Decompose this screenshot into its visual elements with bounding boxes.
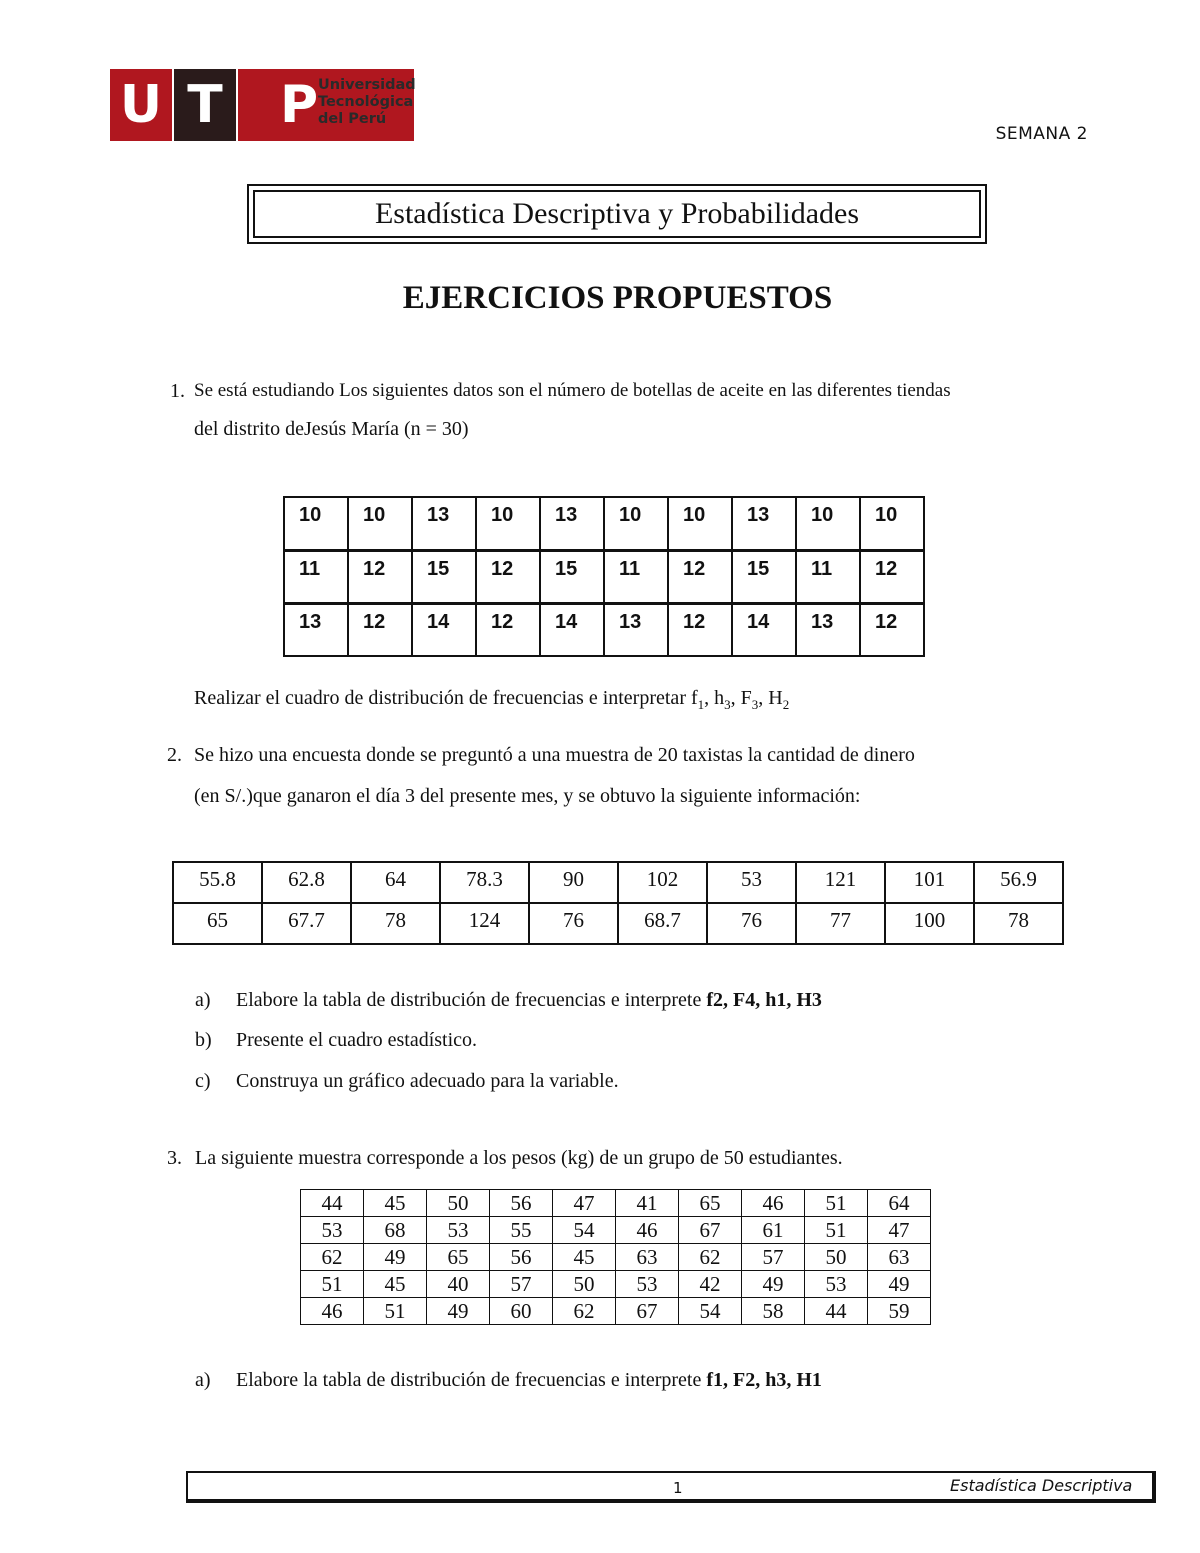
- exercise-2-table-cell: 101: [885, 862, 974, 903]
- exercise-3-table-cell: 64: [868, 1190, 931, 1217]
- exercise-1-task: [194, 686, 789, 717]
- exercise-3-item-a-label: a): [195, 1369, 211, 1391]
- exercise-3-table-cell: 61: [742, 1217, 805, 1244]
- exercise-3-table-cell: 51: [364, 1298, 427, 1325]
- exercise-2-table-cell: 64: [351, 862, 440, 903]
- exercise-3-table-cell: 45: [553, 1244, 616, 1271]
- exercise-3-table-cell: 49: [427, 1298, 490, 1325]
- exercise-1-task-text: Realizar el cuadro de distribución de frecuencias e interpretar: [194, 687, 691, 709]
- exercise-3-table-cell: 46: [616, 1217, 679, 1244]
- exercise-1-table-cell: 10: [348, 497, 412, 550]
- exercise-2-item-c-label: c): [195, 1070, 211, 1092]
- exercise-3-table-cell: 54: [553, 1217, 616, 1244]
- frequency-term: $h_3$: [714, 687, 731, 712]
- exercise-1-table-cell: 12: [476, 603, 540, 656]
- exercise-2-table-cell: 56.9: [974, 862, 1063, 903]
- exercise-2-item-a-text: Elabore la tabla de distribución de frecuencias e interprete: [236, 989, 707, 1011]
- exercise-2-table-cell: 53: [707, 862, 796, 903]
- exercise-3-table-row: [301, 1271, 931, 1298]
- exercise-3-table-cell: 59: [868, 1298, 931, 1325]
- exercise-3-table-cell: 47: [553, 1190, 616, 1217]
- exercise-3-table-cell: 68: [364, 1217, 427, 1244]
- exercise-1-table-row: [284, 497, 924, 550]
- exercise-3-table-cell: 50: [553, 1271, 616, 1298]
- exercise-3-table-cell: 58: [742, 1298, 805, 1325]
- exercise-2-table-cell: 124: [440, 903, 529, 944]
- exercise-3-table-cell: 62: [301, 1244, 364, 1271]
- exercise-3-table-cell: 41: [616, 1190, 679, 1217]
- exercise-2-item-a-label: a): [195, 989, 211, 1011]
- exercise-3-table-cell: 46: [742, 1190, 805, 1217]
- footer-course-name: Estadística Descriptiva: [950, 1476, 1133, 1495]
- exercise-3-table-cell: 63: [868, 1244, 931, 1271]
- exercise-1-table-cell: 13: [604, 603, 668, 656]
- exercise-3-table-cell: 53: [805, 1271, 868, 1298]
- exercise-1-table-cell: 12: [668, 603, 732, 656]
- utp-logo: [110, 69, 416, 141]
- logo-letter-u: U: [110, 69, 172, 141]
- exercise-2-table-cell: 65: [173, 903, 262, 944]
- exercise-1-statement-line-1: Se está estudiando Los siguientes datos son el número de botellas de aceite en las diferentes tiendas: [194, 380, 951, 401]
- exercise-1-table-cell: 15: [732, 550, 796, 603]
- exercise-3-table-cell: 44: [301, 1190, 364, 1217]
- exercise-2-table-cell: 78: [974, 903, 1063, 944]
- exercise-1-table-cell: 12: [860, 603, 924, 656]
- exercise-2-table-cell: 77: [796, 903, 885, 944]
- exercise-1-table-cell: 11: [284, 550, 348, 603]
- frequency-term: $F_3$: [740, 687, 759, 712]
- exercise-3-table-cell: 44: [805, 1298, 868, 1325]
- exercise-3-table-cell: 53: [301, 1217, 364, 1244]
- exercise-1-table-cell: 10: [476, 497, 540, 550]
- exercise-3-table-cell: 62: [679, 1244, 742, 1271]
- exercise-2-item-a-terms: f2, F4, h1, H3: [706, 989, 822, 1011]
- exercise-3-number: 3.: [167, 1147, 182, 1169]
- exercise-2-item-b-text: Presente el cuadro estadístico.: [236, 1029, 478, 1051]
- exercise-3-table-cell: 57: [490, 1271, 553, 1298]
- exercise-3-table-row: [301, 1298, 931, 1325]
- exercise-1-table-cell: 13: [796, 603, 860, 656]
- exercise-3-table-cell: 60: [490, 1298, 553, 1325]
- exercise-1-table-cell: 14: [732, 603, 796, 656]
- exercise-3-table-cell: 55: [490, 1217, 553, 1244]
- logo-line-1: Universidad: [318, 77, 416, 93]
- exercise-1-statement-line-2: del distrito deJesús María (n = 30): [194, 418, 469, 440]
- exercise-2-table-cell: 121: [796, 862, 885, 903]
- logo-wordmark: [318, 77, 416, 128]
- exercise-2-data-table: [172, 861, 1064, 945]
- exercise-1-table-cell: 12: [860, 550, 924, 603]
- exercise-2-table-cell: 55.8: [173, 862, 262, 903]
- exercise-2-table-cell: 76: [529, 903, 618, 944]
- exercise-2-table-cell: 67.7: [262, 903, 351, 944]
- exercise-1-table-cell: 10: [860, 497, 924, 550]
- exercise-1-table-cell: 10: [604, 497, 668, 550]
- exercise-1-table-cell: 14: [540, 603, 604, 656]
- logo-line-3: del Perú: [318, 111, 387, 127]
- exercise-1-table-cell: 11: [796, 550, 860, 603]
- exercise-3-table-cell: 56: [490, 1244, 553, 1271]
- exercise-1-number: 1.: [170, 380, 185, 402]
- exercise-2-statement-line-1: Se hizo una encuesta donde se preguntó a una muestra de 20 taxistas la cantidad de dinero: [194, 744, 915, 766]
- exercise-2-table-cell: 78: [351, 903, 440, 944]
- exercise-2-table-cell: 102: [618, 862, 707, 903]
- exercise-3-item-a-text: Elabore la tabla de distribución de frecuencias e interprete: [236, 1369, 707, 1391]
- exercise-3-table-cell: 49: [742, 1271, 805, 1298]
- exercise-3-table-row: [301, 1244, 931, 1271]
- exercise-3-table-cell: 56: [490, 1190, 553, 1217]
- exercise-3-table-cell: 54: [679, 1298, 742, 1325]
- exercise-2-table-cell: 78.3: [440, 862, 529, 903]
- exercise-3-table-cell: 49: [868, 1271, 931, 1298]
- logo-letter-t: T: [174, 69, 236, 141]
- exercise-3-table-row: [301, 1190, 931, 1217]
- exercise-3-table-cell: 67: [679, 1217, 742, 1244]
- exercise-3-table-cell: 50: [427, 1190, 490, 1217]
- exercise-1-table-cell: 14: [412, 603, 476, 656]
- page-title: EJERCICIOS PROPUESTOS: [402, 280, 833, 316]
- exercise-1-task-terms: $f_1$, $h_3$, $F_3$, $H_2$: [690, 687, 790, 712]
- exercise-3-item-a-terms: f1, F2, h3, H1: [706, 1369, 822, 1391]
- exercise-3-table-cell: 57: [742, 1244, 805, 1271]
- page-number: 1: [673, 1479, 683, 1497]
- exercise-2-item-c-text: Construya un gráfico adecuado para la variable.: [236, 1070, 619, 1092]
- exercise-1-table-cell: 13: [540, 497, 604, 550]
- week-label: SEMANA 2: [995, 124, 1088, 144]
- exercise-1-table-cell: 11: [604, 550, 668, 603]
- exercise-3-table-cell: 45: [364, 1271, 427, 1298]
- exercise-1-table-cell: 12: [668, 550, 732, 603]
- exercise-3-data-table: [300, 1189, 931, 1325]
- exercise-2-table-row: [173, 903, 1063, 944]
- exercise-3-table-cell: 42: [679, 1271, 742, 1298]
- exercise-1-table-cell: 15: [412, 550, 476, 603]
- exercise-3-table-cell: 51: [805, 1190, 868, 1217]
- exercise-1-table-cell: 12: [476, 550, 540, 603]
- exercise-2-table-cell: 68.7: [618, 903, 707, 944]
- frequency-term: $f_1$: [690, 687, 705, 712]
- exercise-2-statement-line-2: (en S/.)que ganaron el día 3 del presente mes, y se obtuvo la siguiente información:: [194, 785, 861, 807]
- exercise-1-table-cell: 10: [284, 497, 348, 550]
- exercise-1-table-cell: 13: [412, 497, 476, 550]
- frequency-term: $H_2$: [768, 687, 790, 712]
- exercise-3-table-row: [301, 1217, 931, 1244]
- exercise-1-table-cell: 10: [796, 497, 860, 550]
- exercise-3-table-cell: 46: [301, 1298, 364, 1325]
- exercise-1-table-row: [284, 603, 924, 656]
- exercise-1-table-cell: 12: [348, 550, 412, 603]
- exercise-3-table-cell: 50: [805, 1244, 868, 1271]
- exercise-3-table-cell: 62: [553, 1298, 616, 1325]
- exercise-3-table-cell: 65: [679, 1190, 742, 1217]
- exercise-1-data-table: [283, 496, 925, 657]
- exercise-2-item-b-label: b): [195, 1029, 212, 1051]
- logo-letter-p: P: [238, 69, 414, 141]
- exercise-1-table-cell: 10: [668, 497, 732, 550]
- exercise-2-number: 2.: [167, 744, 182, 766]
- exercise-1-table-row: [284, 550, 924, 603]
- exercise-2-table-cell: 100: [885, 903, 974, 944]
- course-title-box: [247, 184, 987, 244]
- exercise-3-statement: La siguiente muestra corresponde a los pesos (kg) de un grupo de 50 estudiantes.: [195, 1147, 843, 1169]
- exercise-2-table-cell: 76: [707, 903, 796, 944]
- exercise-3-item-a: [236, 1368, 822, 1392]
- exercise-3-table-cell: 49: [364, 1244, 427, 1271]
- exercise-3-table-cell: 67: [616, 1298, 679, 1325]
- exercise-3-table-cell: 45: [364, 1190, 427, 1217]
- exercise-2-item-a: [236, 988, 822, 1012]
- exercise-1-table-cell: 13: [732, 497, 796, 550]
- exercise-2-table-row: [173, 862, 1063, 903]
- exercise-3-table-cell: 51: [301, 1271, 364, 1298]
- exercise-3-table-cell: 40: [427, 1271, 490, 1298]
- logo-line-2: Tecnológica: [318, 94, 414, 110]
- exercise-3-table-cell: 53: [616, 1271, 679, 1298]
- course-title: Estadística Descriptiva y Probabilidades: [253, 190, 981, 238]
- exercise-2-table-cell: 62.8: [262, 862, 351, 903]
- exercise-3-table-cell: 65: [427, 1244, 490, 1271]
- exercise-3-table-cell: 47: [868, 1217, 931, 1244]
- exercise-1-table-cell: 15: [540, 550, 604, 603]
- exercise-3-table-cell: 51: [805, 1217, 868, 1244]
- exercise-1-table-cell: 13: [284, 603, 348, 656]
- exercise-2-table-cell: 90: [529, 862, 618, 903]
- exercise-3-table-cell: 63: [616, 1244, 679, 1271]
- exercise-3-table-cell: 53: [427, 1217, 490, 1244]
- exercise-1-table-cell: 12: [348, 603, 412, 656]
